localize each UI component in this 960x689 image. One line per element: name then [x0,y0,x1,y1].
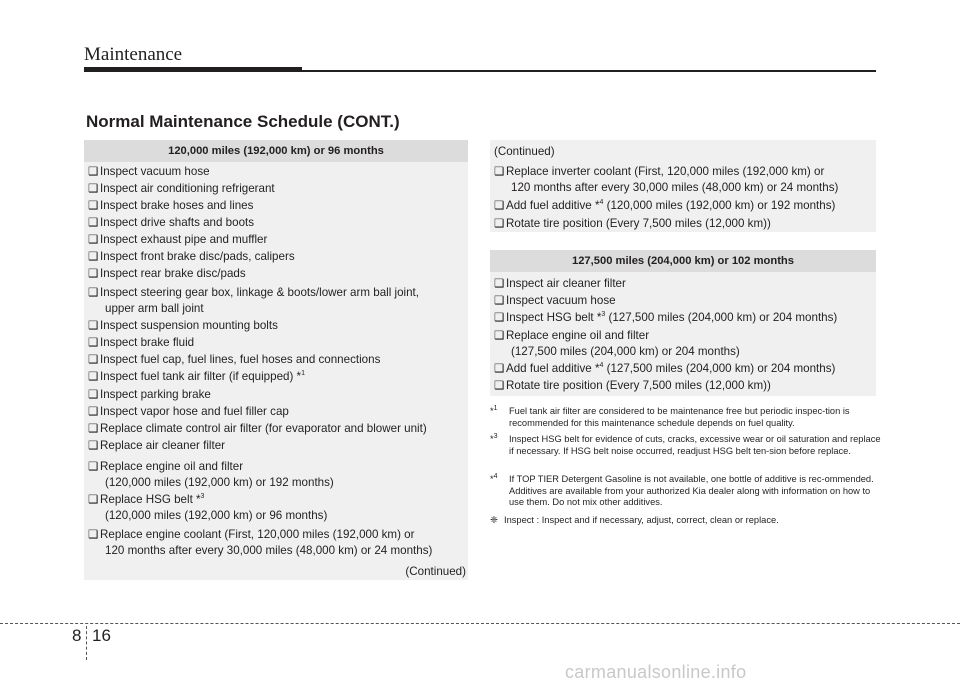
checkbox-icon: ❑ [88,216,99,229]
continued-label: (Continued) [405,565,466,578]
footnote-ref: 3 [200,493,205,501]
list-item [88,181,275,197]
list-item [494,216,771,232]
list-item-text: Inspect steering gear box, linkage & boots/lower arm ball joint, [100,286,419,299]
footnote [490,515,882,527]
list-item [88,318,278,334]
list-item [494,378,771,394]
footnote-ref: 1 [301,370,305,378]
checkbox-icon: ❑ [494,277,505,290]
footnote-text: Fuel tank air filter are considered to be maintenance free but periodic inspec-tion is recommended for this maintenance schedule depends on fuel quality. [509,406,850,428]
list-item-text: Replace air cleaner filter [100,439,226,452]
header-rule-thick [84,67,302,72]
schedule-heading-127500: 127,500 miles (204,000 km) or 102 months [490,250,876,272]
footnote-number: 4 [493,472,498,480]
footnote-text: If TOP TIER Detergent Gasoline is not available, one bottle of additive is rec-ommended. Additives are available from your authorized Kia dealer along with information on how to use them. Do not mix other additives. [509,474,874,508]
checkbox-icon: ❑ [88,165,99,178]
list-item-text: Inspect fuel cap, fuel lines, fuel hoses and connections [100,353,381,366]
list-item-text-line2: upper arm ball joint [105,302,204,315]
list-item-text: Inspect exhaust pipe and muffler [100,233,268,246]
checkbox-icon: ❑ [88,286,99,299]
checkbox-icon: ❑ [494,311,505,324]
list-item-text-line2: 120 months after every 30,000 miles (48,000 km) or 24 months) [511,181,839,194]
checkbox-icon: ❑ [494,294,505,307]
list-item [494,164,838,196]
list-item [88,369,305,385]
checkbox-icon: ❑ [494,379,505,392]
checkbox-icon: ❑ [88,493,99,506]
checkbox-icon: ❑ [88,250,99,263]
checkbox-icon: ❑ [88,199,99,212]
list-item [88,164,210,180]
list-item [88,249,295,265]
footnote-ref: 3 [601,311,606,319]
checkbox-icon: ❑ [88,528,99,541]
list-item-text: Replace HSG belt * [100,493,201,506]
checkbox-icon: ❑ [88,267,99,280]
checkbox-icon: ❑ [494,217,505,230]
checkbox-icon: ❑ [88,353,99,366]
footnote-mark: *$^1$ [490,404,498,416]
list-item-text: Inspect parking brake [100,388,211,401]
checkbox-icon: ❑ [494,165,505,178]
list-item-text: Replace climate control air filter (for evaporator and blower unit) [100,422,427,435]
footnote-number: 1 [493,404,498,412]
list-item-text: Inspect fuel tank air filter (if equipped) * [100,370,302,383]
checkbox-icon: ❑ [88,319,99,332]
list-item-text-line2: 120 months after every 30,000 miles (48,000 km) or 24 months) [105,544,433,557]
list-item [494,293,616,309]
list-item [88,404,289,420]
list-item-text: Replace engine oil and filter [506,329,650,342]
list-item-text-line2: (127,500 miles (204,000 km) or 204 months) [511,345,740,358]
schedule-box-continued [490,140,876,232]
list-item-text: Add fuel additive * [506,362,600,375]
list-item [88,492,327,524]
list-item-text: Rotate tire position (Every 7,500 miles (12,000 km)) [506,379,771,392]
list-item-text: Inspect brake fluid [100,336,195,349]
page-number: 16 [92,626,111,645]
checkbox-icon: ❑ [88,336,99,349]
checkbox-icon: ❑ [88,405,99,418]
list-item-text: Inspect air conditioning refrigerant [100,182,275,195]
checkbox-icon: ❑ [88,233,99,246]
list-item-text-line2: (120,000 miles (192,000 km) or 96 months) [105,509,328,522]
list-item [494,276,626,292]
list-item [88,266,246,282]
checkbox-icon: ❑ [494,199,505,212]
list-item [88,285,419,317]
list-item-text-cont: (127,500 miles (204,000 km) or 204 months) [605,311,838,324]
list-item-text: Inspect rear brake disc/pads [100,267,246,280]
section-title: Normal Maintenance Schedule (CONT.) [86,112,400,131]
list-item-text: Inspect front brake disc/pads, calipers [100,250,295,263]
schedule-box-127500 [490,250,876,396]
list-item [88,198,253,214]
list-item [88,232,267,248]
checkbox-icon: ❑ [88,182,99,195]
footnote-mark: ❈ [490,515,498,525]
list-item [88,421,427,437]
checkbox-icon: ❑ [88,370,99,383]
page-number-divider [86,626,87,660]
chapter-number: 8 [72,626,82,645]
list-item [88,527,432,559]
list-item [88,352,380,368]
footnote [490,406,882,429]
list-item-text: Replace engine oil and filter [100,460,244,473]
list-item [494,328,740,360]
list-item-text: Inspect brake hoses and lines [100,199,254,212]
list-item [88,387,211,403]
list-item-text: Add fuel additive * [506,199,600,212]
list-item-text: Replace engine coolant (First, 120,000 miles (192,000 km) or [100,528,415,541]
list-item-text-line2: (120,000 miles (192,000 km) or 192 months) [105,476,334,489]
footnote-number: 3 [493,432,498,440]
list-item-text: Inspect HSG belt * [506,311,602,324]
list-item-text: Rotate tire position (Every 7,500 miles (12,000 km)) [506,217,771,230]
list-item [494,310,837,326]
checkbox-icon: ❑ [88,388,99,401]
footnote-text: Inspect : Inspect and if necessary, adjust, correct, clean or replace. [504,515,779,525]
checkbox-icon: ❑ [494,362,505,375]
footnote [490,474,882,509]
checkbox-icon: ❑ [88,439,99,452]
list-item [88,335,194,351]
list-item-text: Replace inverter coolant (First, 120,000 miles (192,000 km) or [506,165,825,178]
checkbox-icon: ❑ [88,422,99,435]
list-item-text: Inspect suspension mounting bolts [100,319,278,332]
header-rule-thin [302,70,876,72]
continued-label: (Continued) [494,145,555,158]
list-item [88,459,334,491]
list-item-text: Inspect vapor hose and fuel filler cap [100,405,289,418]
footnote-mark: *$^3$ [490,432,498,444]
list-item [494,198,835,214]
list-item-text: Inspect vacuum hose [506,294,616,307]
checkbox-icon: ❑ [88,460,99,473]
schedule-heading-120000: 120,000 miles (192,000 km) or 96 months [84,140,468,162]
footnote-ref: 4 [599,199,604,207]
list-item-text: Inspect air cleaner filter [506,277,626,290]
footnote-ref: 4 [599,362,604,370]
footnote [490,434,882,457]
footnote-text: Inspect HSG belt for evidence of cuts, cracks, excessive wear or oil saturation and replace if necessary. If HSG belt noise occurred, readjust HSG belt ten-sion before replace. [509,434,881,456]
list-item [88,438,225,454]
list-item [494,361,835,377]
list-item-text-cont: (127,500 miles (204,000 km) or 204 months) [603,362,836,375]
watermark: carmanualsonline.info [565,662,747,682]
header-title: Maintenance [84,44,183,65]
list-item-text: Inspect drive shafts and boots [100,216,255,229]
list-item-text-cont: (120,000 miles (192,000 km) or 192 months) [603,199,836,212]
list-item [88,215,254,231]
list-item-text: Inspect vacuum hose [100,165,210,178]
footnote-mark: *$^4$ [490,472,498,484]
checkbox-icon: ❑ [494,329,505,342]
schedule-box-120000 [84,140,468,580]
footer-rule [0,623,960,624]
